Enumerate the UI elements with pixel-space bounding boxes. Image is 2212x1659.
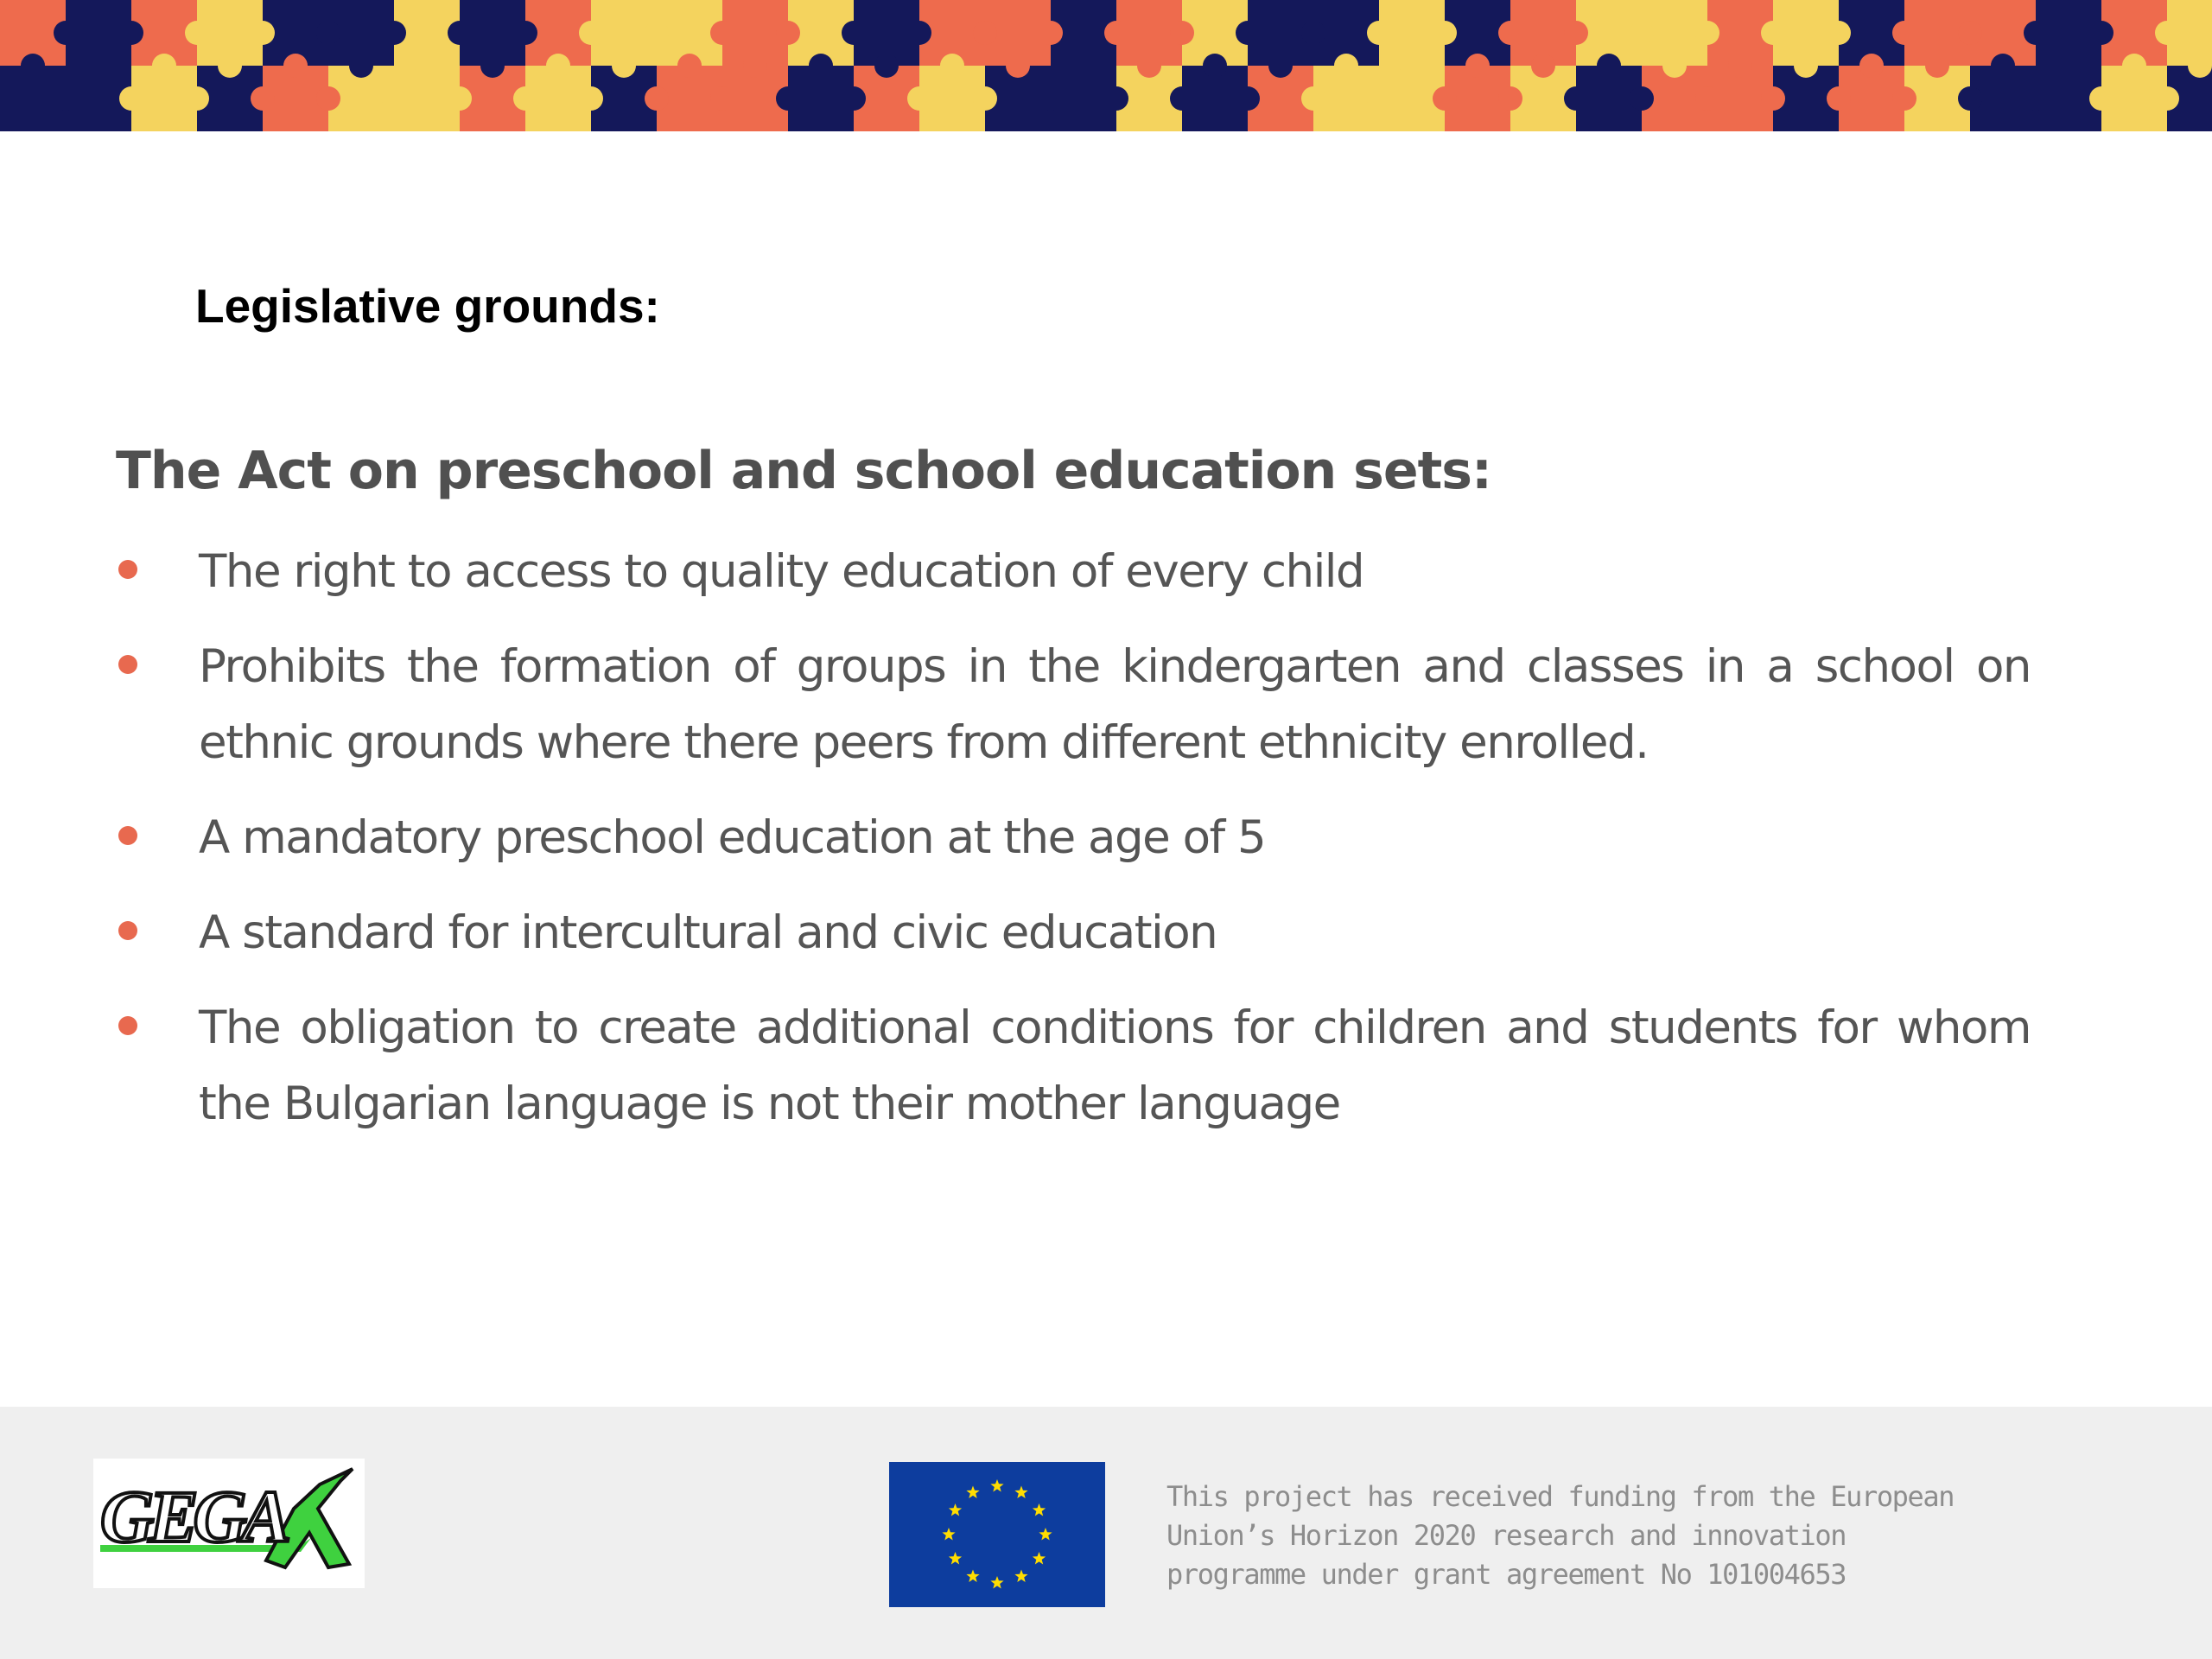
list-item	[116, 534, 2031, 610]
intro-line: The Act on preschool and school education sets:	[116, 441, 1491, 501]
bullet-list	[116, 534, 2031, 1161]
funding-line: programme under grant agreement No 101004653	[1166, 1558, 1847, 1591]
bullet-dot-icon	[118, 921, 137, 940]
funding-line: This project has received funding from the European	[1166, 1480, 1955, 1513]
bullet-text: The right to access to quality education of every child	[199, 545, 1364, 598]
bullet-text: The obligation to create additional conditions for children and students for whom the Bulgarian language is not their mother language	[199, 1001, 2031, 1130]
list-item	[116, 990, 2031, 1142]
gega-logo	[93, 1459, 365, 1588]
bullet-text: A standard for intercultural and civic education	[199, 906, 1217, 959]
puzzle-pattern-banner	[0, 0, 2212, 131]
list-item	[116, 629, 2031, 781]
list-item	[116, 800, 2031, 876]
bullet-text: Prohibits the formation of groups in the kindergarten and classes in a school on ethnic grounds where there peers from different ethnicity enrolled.	[199, 640, 2031, 769]
eu-flag-icon	[889, 1462, 1105, 1607]
slide-heading: Legislative grounds:	[195, 279, 660, 333]
gega-logo-graphic	[93, 1459, 365, 1588]
bullet-dot-icon	[118, 560, 137, 579]
footer-bar	[0, 1407, 2212, 1659]
funding-statement	[1166, 1478, 1955, 1594]
svg-text:GEGA: GEGA	[100, 1475, 286, 1558]
funding-line: Union’s Horizon 2020 research and innovation	[1166, 1519, 1847, 1552]
bullet-dot-icon	[118, 826, 137, 845]
list-item	[116, 895, 2031, 971]
bullet-dot-icon	[118, 655, 137, 674]
bullet-dot-icon	[118, 1016, 137, 1035]
bullet-text: A mandatory preschool education at the age of 5	[199, 811, 1266, 864]
